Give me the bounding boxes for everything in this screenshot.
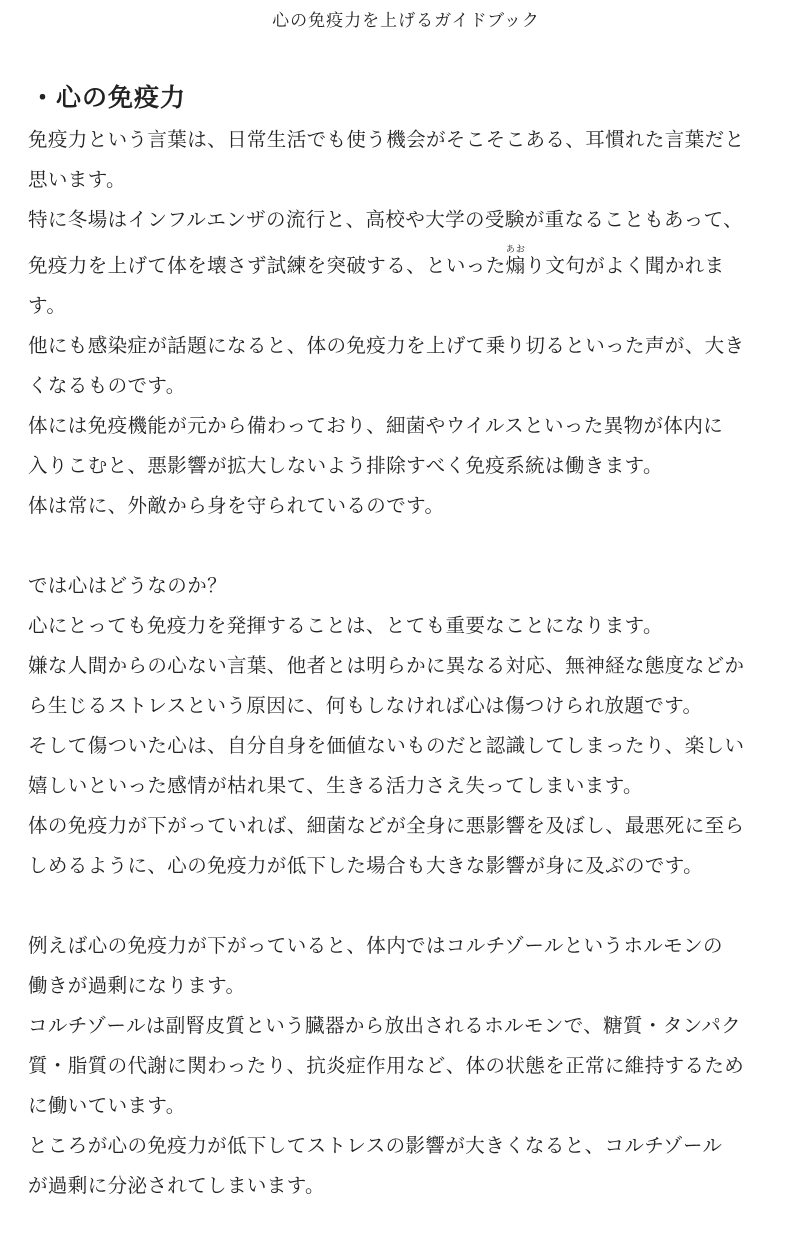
ruby-reading: あお	[505, 245, 526, 255]
text-line: ところが心の免疫力が低下してストレスの影響が大きくなると、コルチゾール	[28, 1134, 723, 1157]
text-segment: 免疫力を上げて体を壊さず試練を突破する、といった	[28, 254, 506, 277]
blank-line	[28, 526, 788, 566]
text-line: が過剰に分泌されてしまいます。	[28, 1174, 325, 1197]
text-line: 働きが過剰になります。	[28, 974, 246, 997]
text-line: 入りこむと、悪影響が拡大しないよう排除すべく免疫系統は働きます。	[28, 454, 663, 477]
section-heading: ・心の免疫力	[30, 83, 187, 112]
text-line: 特に冬場はインフルエンザの流行と、高校や大学の受験が重なることもあって、	[28, 208, 744, 231]
text-line: 例えば心の免疫力が下がっていると、体内ではコルチゾールというホルモンの	[28, 934, 723, 957]
text-line: す。	[28, 294, 67, 317]
text-segment: り文句がよく聞かれま	[525, 254, 725, 277]
ruby-base: 煽	[505, 254, 526, 277]
text-line: 嫌な人間からの心ない言葉、他者とは明らかに異なる対応、無神経な態度などか	[28, 654, 745, 677]
text-line-with-ruby	[28, 240, 788, 286]
blank-line	[28, 886, 788, 926]
text-line: 質・脂質の代謝に関わったり、抗炎症作用など、体の状態を正常に維持するため	[28, 1054, 745, 1077]
body-text	[28, 120, 788, 1206]
text-line: そして傷ついた心は、自分自身を価値ないものだと認識してしまったり、楽しい	[28, 734, 745, 757]
text-line: 体には免疫機能が元から備わっており、細菌やウイルスといった異物が体内に	[28, 414, 724, 437]
running-header: 心の免疫力を上げるガイドブック	[272, 11, 540, 31]
text-line: では心はどうなのか？	[28, 574, 228, 597]
text-line: 嬉しいといった感情が枯れ果て、生きる活力さえ失ってしまいます。	[28, 774, 643, 797]
text-line: に働いています。	[28, 1094, 186, 1117]
text-line: 体の免疫力が下がっていれば、細菌などが全身に悪影響を及ぼし、最悪死に至ら	[28, 814, 745, 837]
text-line: 心にとっても免疫力を発揮することは、とても重要なことになります。	[28, 614, 663, 637]
text-line: くなるものです。	[28, 374, 186, 397]
text-line: 体は常に、外敵から身を守られているのです。	[28, 494, 445, 517]
text-line: コルチゾールは副腎皮質という臓器から放出されるホルモンで、糖質・タンパク	[28, 1014, 742, 1037]
ruby-annotation	[505, 245, 526, 277]
text-line: 思います。	[28, 168, 126, 191]
text-line: 免疫力という言葉は、日常生活でも使う機会がそこそこある、耳慣れた言葉だと	[28, 128, 745, 151]
text-line: しめるように、心の免疫力が低下した場合も大きな影響が身に及ぶのです。	[28, 854, 704, 877]
text-line: ら生じるストレスという原因に、何もしなければ心は傷つけられ放題です。	[28, 694, 703, 717]
text-line: 他にも感染症が話題になると、体の免疫力を上げて乗り切るといった声が、大き	[28, 334, 745, 357]
